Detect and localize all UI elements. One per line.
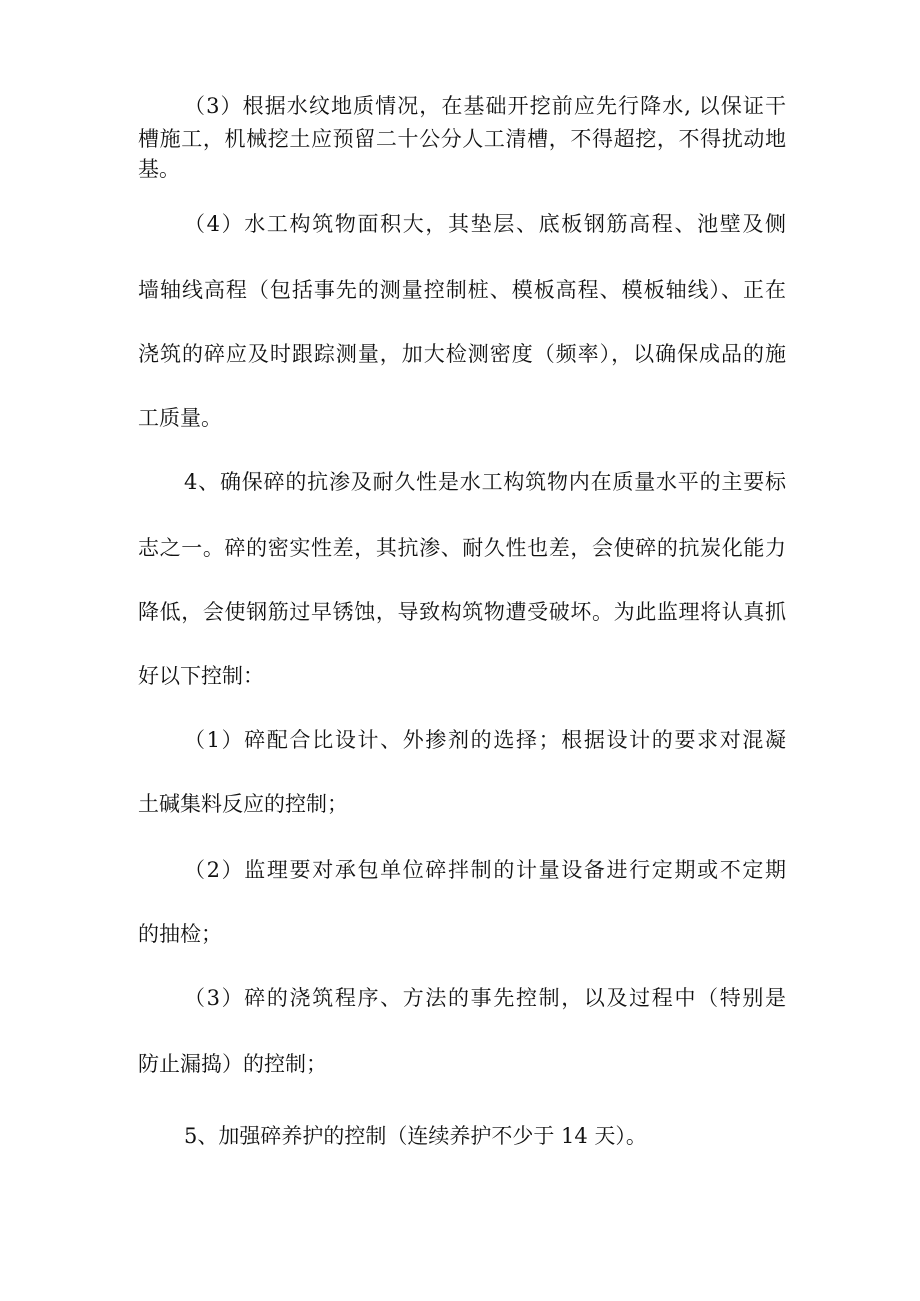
- text-line: （1）碎配合比设计、外掺剂的选择；根据设计的要求对混凝: [184, 728, 786, 752]
- text-line: 志之一。碎的密实性差，其抗渗、耐久性也差，会使碎的抗炭化能力: [138, 536, 786, 560]
- text-line: （2）监理要对承包单位碎拌制的计量设备进行定期或不定期: [184, 858, 786, 882]
- text-line: 槽施工，机械挖土应预留二十公分人工清槽，不得超挖，不得扰动地: [138, 127, 786, 151]
- text-line: 浇筑的碎应及时跟踪测量，加大检测密度（频率），以确保成品的施: [138, 342, 786, 366]
- text-line: 土碱集料反应的控制；: [138, 792, 348, 816]
- text-line: 基。: [138, 157, 180, 181]
- text-line: 墙轴线高程（包括事先的测量控制桩、模板高程、模板轴线）、正在: [138, 278, 786, 302]
- text-line: （4）水工构筑物面积大，其垫层、底板钢筋高程、池壁及侧: [184, 212, 786, 236]
- text-line: （3）根据水纹地质情况，在基础开挖前应先行降水, 以保证干: [184, 94, 786, 118]
- text-line: 好以下控制：: [138, 664, 264, 688]
- text-line: 5、加强碎养护的控制（连续养护不少于 14 天）。: [184, 1124, 647, 1148]
- text-line: 工质量。: [138, 406, 222, 430]
- text-line: 防止漏捣）的控制；: [138, 1052, 327, 1076]
- text-line: 4、确保碎的抗渗及耐久性是水工构筑物内在质量水平的主要标: [184, 470, 786, 494]
- text-line: 降低，会使钢筋过早锈蚀，导致构筑物遭受破坏。为此监理将认真抓: [138, 600, 786, 624]
- text-line: 的抽检；: [138, 922, 222, 946]
- text-line: （3）碎的浇筑程序、方法的事先控制，以及过程中（特别是: [184, 986, 786, 1010]
